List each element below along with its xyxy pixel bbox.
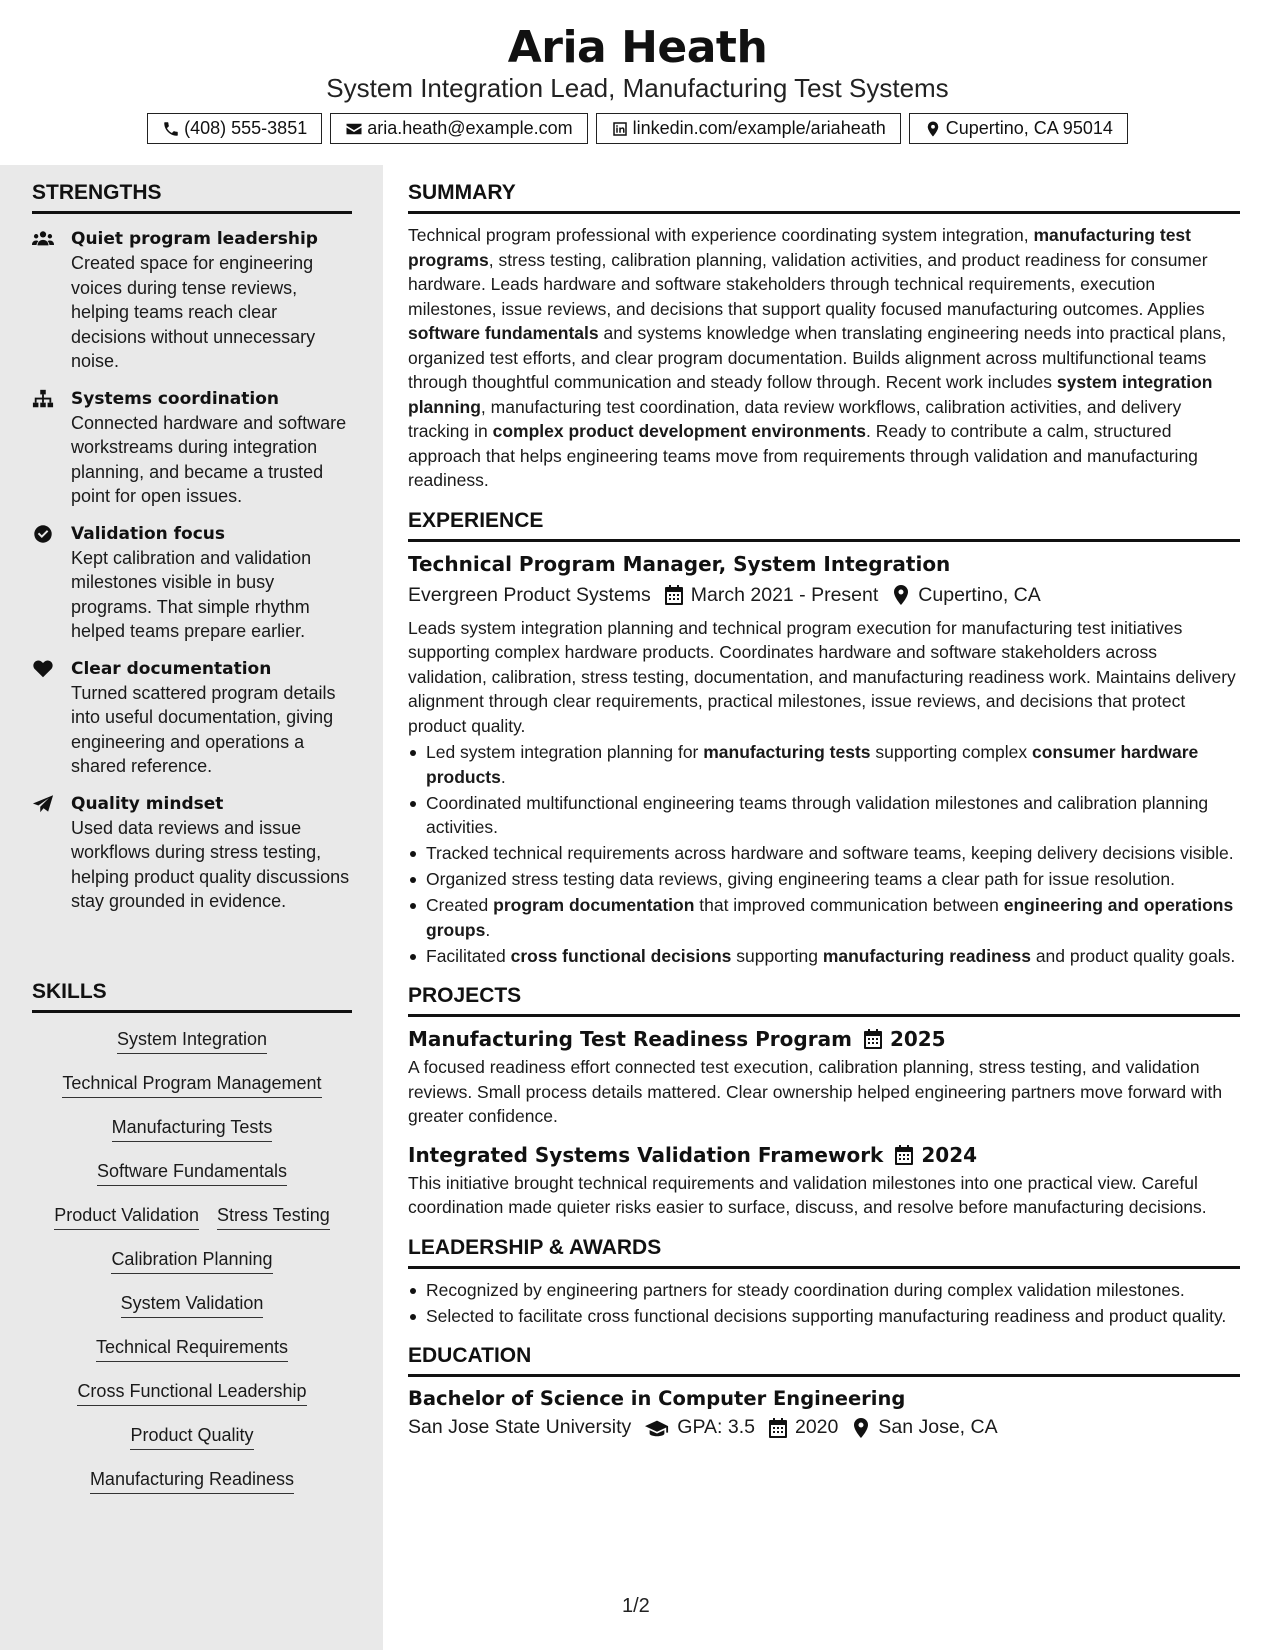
bullet-item: Coordinated multifunctional engineering teams through validation milestones and calibration planning activities. xyxy=(408,791,1240,840)
strength-title: Validation focus xyxy=(71,523,226,544)
contact-bar xyxy=(0,113,1275,144)
strength-item xyxy=(32,522,352,644)
education-section xyxy=(408,1344,1240,1439)
summary-text: Technical program professional with experience coordinating system integration, manufacturing test programs, stress testing, calibration planning, validation activities, and product readiness for consumer hardware. Leads hardware and software stakeholders through technical requirements, execution milestones, issue reviews, and decisions that support quality focused manufacturing outcomes. Applies software fundamentals and systems knowledge when translating engineering needs into practical plans, organized test efforts, and clear program documentation. Builds alignment across multifunctional teams through thoughtful communication and steady follow through. Recent work includes system integration planning, manufacturing test coordination, data review workflows, calibration activities, and delivery tracking in complex product development environments. Ready to contribute a calm, structured approach that helps engineering teams move from requirements through validation and manufacturing readiness. xyxy=(408,225,1227,490)
calendar-icon xyxy=(864,1029,882,1049)
main-column xyxy=(408,165,1240,1439)
calendar-icon xyxy=(769,1418,787,1438)
project-title xyxy=(408,1027,1240,1051)
contact-phone[interactable] xyxy=(147,113,322,144)
strength-item xyxy=(32,792,352,914)
sitemap-icon xyxy=(32,389,56,409)
job-location: Cupertino, CA xyxy=(918,583,1041,606)
skill-tag: Technical Program Management xyxy=(62,1071,321,1098)
skill-tag: Manufacturing Tests xyxy=(112,1115,273,1142)
location-text: Cupertino, CA 95014 xyxy=(945,118,1113,138)
degree-title: Bachelor of Science in Computer Engineering xyxy=(408,1387,906,1410)
phone-icon xyxy=(162,120,180,138)
heart-icon xyxy=(32,659,56,679)
project-name: Integrated Systems Validation Framework xyxy=(408,1142,884,1167)
check-circle-icon xyxy=(32,524,56,544)
project-title xyxy=(408,1143,1240,1167)
bullet-item: Selected to facilitate cross functional decisions supporting manufacturing readiness and product quality. xyxy=(408,1304,1240,1329)
skills-section xyxy=(32,980,352,1511)
bullet-item: Organized stress testing data reviews, giving engineering teams a clear path for issue resolution. xyxy=(408,867,1240,892)
job-description: Leads system integration planning and technical program execution for manufacturing test initiatives supporting complex hardware products. Coordinates hardware and software stakeholders across validation, calibration, stress testing, documentation, and manufacturing readiness work. Maintains delivery alignment through clear requirements, practical milestones, issue reviews, and decisions that protect product quality. xyxy=(408,617,1236,736)
strength-item xyxy=(32,657,352,779)
page-number: 1/2 xyxy=(622,1595,650,1617)
candidate-title: System Integration Lead, Manufacturing Test Systems xyxy=(326,73,949,103)
skill-tag: Stress Testing xyxy=(217,1203,330,1230)
skill-tag: Technical Requirements xyxy=(96,1335,288,1362)
skill-tag: Calibration Planning xyxy=(111,1247,272,1274)
projects-section xyxy=(408,984,1240,1220)
project-name: Manufacturing Test Readiness Program xyxy=(408,1027,852,1051)
strength-desc: Kept calibration and validation milestones visible in busy programs. That simple rhythm helped teams prepare earlier. xyxy=(71,547,312,641)
skill-tag: Product Quality xyxy=(130,1423,253,1450)
contact-location[interactable] xyxy=(909,113,1128,144)
resume-header xyxy=(0,0,1275,165)
skill-tag: Software Fundamentals xyxy=(97,1159,287,1186)
strengths-section xyxy=(32,181,352,914)
map-marker-icon xyxy=(892,585,910,605)
contact-linkedin[interactable] xyxy=(596,113,901,144)
education-location: San Jose, CA xyxy=(878,1416,998,1438)
education-heading: EDUCATION xyxy=(408,1344,1240,1377)
map-marker-icon xyxy=(924,120,942,138)
envelope-icon xyxy=(345,120,363,138)
skill-tag: System Integration xyxy=(117,1027,267,1054)
strength-title: Quiet program leadership xyxy=(71,229,318,249)
skill-tag: System Validation xyxy=(121,1291,264,1318)
project-description: A focused readiness effort connected test execution, calibration planning, stress testing, and validation reviews. Small process details mattered. Clear ownership helped engineering partners move forward with greater confidence. xyxy=(408,1057,1223,1126)
strength-item xyxy=(32,387,352,509)
calendar-icon xyxy=(665,585,683,605)
leadership-bullets xyxy=(408,1278,1240,1329)
strength-desc: Used data reviews and issue workflows during stress testing, helping product quality discussions stay grounded in evidence. xyxy=(71,817,350,911)
strength-title: Quality mindset xyxy=(71,793,224,814)
skill-tag: Manufacturing Readiness xyxy=(90,1467,294,1494)
project-year: 2025 xyxy=(889,1027,946,1051)
experience-section xyxy=(408,509,1240,969)
experience-heading: EXPERIENCE xyxy=(408,509,1240,542)
job-bullets xyxy=(408,740,1240,968)
leadership-section xyxy=(408,1236,1240,1329)
education-gpa: GPA: 3.5 xyxy=(677,1416,755,1438)
strengths-heading: STRENGTHS xyxy=(32,181,352,214)
projects-heading: PROJECTS xyxy=(408,984,1240,1017)
bullet-item: Led system integration planning for manufacturing tests supporting complex consumer hardware products. xyxy=(408,740,1240,789)
education-meta xyxy=(408,1416,1240,1439)
bullet-item: Recognized by engineering partners for steady coordination during complex validation milestones. xyxy=(408,1278,1240,1303)
users-icon xyxy=(32,229,56,249)
bullet-item: Created program documentation that improved communication between engineering and operations groups. xyxy=(408,893,1240,942)
sidebar xyxy=(0,165,383,1650)
school-name: San Jose State University xyxy=(408,1416,632,1438)
strength-desc: Connected hardware and software workstreams during integration planning, and became a trusted point for open issues. xyxy=(71,412,347,506)
skills-list xyxy=(32,1013,352,1511)
strength-title: Systems coordination xyxy=(71,388,279,409)
project-year: 2024 xyxy=(921,1142,978,1167)
skill-tag: Cross Functional Leadership xyxy=(77,1379,306,1406)
education-year: 2020 xyxy=(794,1416,839,1438)
linkedin-icon xyxy=(611,120,629,138)
job-title: Technical Program Manager, System Integration xyxy=(408,551,951,576)
skill-tag: Product Validation xyxy=(54,1203,199,1230)
calendar-icon xyxy=(895,1145,913,1165)
bullet-item: Facilitated cross functional decisions supporting manufacturing readiness and product quality goals. xyxy=(408,944,1240,969)
summary-section xyxy=(408,181,1240,493)
map-marker-icon xyxy=(852,1418,870,1438)
strength-title: Clear documentation xyxy=(71,658,272,679)
job-meta xyxy=(408,584,1240,607)
job-company: Evergreen Product Systems xyxy=(408,583,651,606)
skills-heading: SKILLS xyxy=(32,980,352,1013)
leadership-heading: LEADERSHIP & AWARDS xyxy=(408,1236,1240,1269)
strength-desc: Turned scattered program details into useful documentation, giving engineering and operations a shared reference. xyxy=(71,682,336,776)
project-description: This initiative brought technical requirements and validation milestones into one practical view. Careful coordination made quieter risks easier to surface, discuss, and resolve before manufacturing decisions. xyxy=(408,1172,1207,1217)
linkedin-text: linkedin.com/example/ariaheath xyxy=(632,118,886,138)
graduation-cap-icon xyxy=(645,1418,669,1438)
email-text: aria.heath@example.com xyxy=(367,118,573,138)
job-dates: March 2021 - Present xyxy=(690,583,879,606)
phone-text: (408) 555-3851 xyxy=(184,118,308,138)
strength-desc: Created space for engineering voices during tense reviews, helping teams reach clear decisions without unnecessary noise. xyxy=(71,253,316,371)
paper-plane-icon xyxy=(32,794,56,814)
bullet-item: Tracked technical requirements across hardware and software teams, keeping delivery decisions visible. xyxy=(408,841,1240,866)
candidate-name: Aria Heath xyxy=(507,22,768,73)
contact-email[interactable] xyxy=(330,113,587,144)
summary-heading: SUMMARY xyxy=(408,181,1240,214)
strength-item xyxy=(32,227,352,374)
